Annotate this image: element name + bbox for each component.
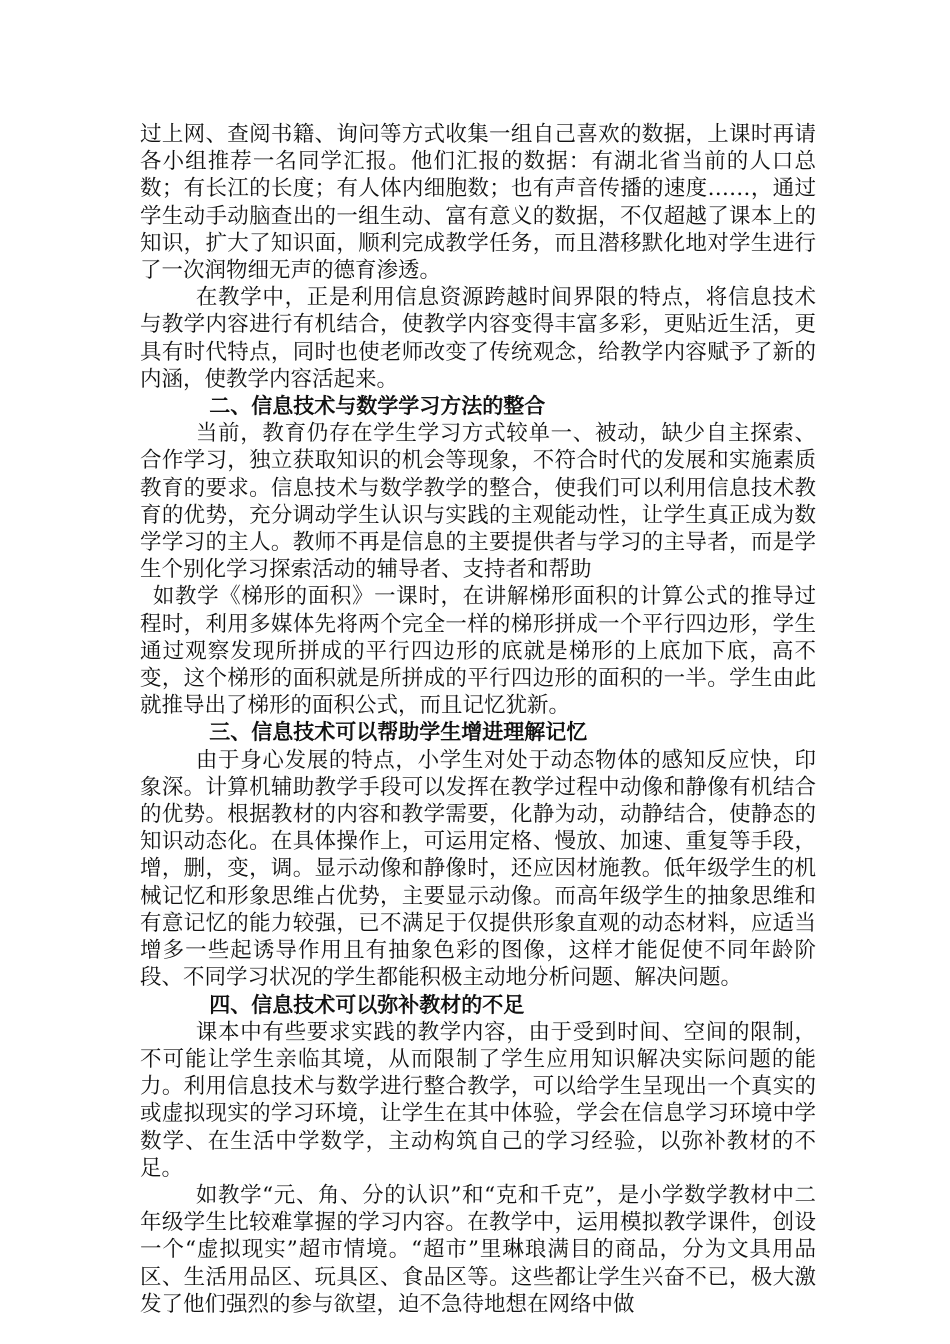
- document-body: [140, 121, 816, 1318]
- paragraph-information-resources: 在教学中，正是利用信息资源跨越时间界限的特点，将信息技术与教学内容进行有机结合，使教学内容变得丰富多彩，更贴近生活，更具有时代特点，同时也使老师改变了传统观念，给教学内容赋予了新的内涵，使教学内容活起来。: [140, 285, 816, 392]
- paragraph-data-collection: 过上网、查阅书籍、询问等方式收集一组自己喜欢的数据，上课时再请各小组推荐一名同学汇报。他们汇报的数据：有湖北省当前的人口总数；有长江的长度；有人体内细胞数；也有声音传播的速度……，通过学生动手动脑查出的一组生动、富有意义的数据，不仅超越了课本上的知识，扩大了知识面，顺利完成教学任务，而且潜移默化地对学生进行了一次润物细无声的德育渗透。: [140, 122, 816, 284]
- paragraph-memory: 由于身心发展的特点，小学生对处于动态物体的感知反应快，印象深。计算机辅助教学手段可以发挥在教学过程中动像和静像有机结合的优势。根据教材的内容和教学需要，化静为动，动静结合，使静态的知识动态化。在具体操作上，可运用定格、慢放、加速、重复等手段，增，删，变，调。显示动像和静像时，还应因材施教。低年级学生的机械记忆和形象思维占优势，主要显示动像。而高年级学生的抽象思维和有意记忆的能力较强，已不满足于仅提供形象直观的动态材料，应适当增多一些起诱导作用且有抽象色彩的图像，这样才能促使不同年龄阶段、不同学习状况的学生都能积极主动地分析问题、解决问题。: [140, 747, 816, 991]
- paragraph-learning-methods: 当前，教育仍存在学生学习方式较单一、被动，缺少自主探索、合作学习，独立获取知识的机会等现象，不符合时代的发展和实施素质教育的要求。信息技术与数学教学的整合，使我们可以利用信息技术教育的优势，充分调动学生认识与实践的主观能动性，让学生真正成为数学学习的主人。教师不再是信息的主要提供者与学习的主导者，而是学生个别化学习探索活动的辅导者、支持者和帮助: [140, 421, 816, 583]
- section-heading-2: 二、信息技术与数学学习方法的整合: [209, 394, 546, 419]
- paragraph-trapezoid-example: 如教学《梯形的面积》一课时，在讲解梯形面积的计算公式的推导过程时，利用多媒体先将两个完全一样的梯形拼成一个平行四边形，学生通过观察发现所拼成的平行四边形的底就是梯形的上底加下底，高不变，这个梯形的面积就是所拼成的平行四边形的面积的一半。学生由此就推导出了梯形的面积公式，而且记忆犹新。: [140, 584, 816, 719]
- paragraph-textbook-limits: 课本中有些要求实践的教学内容，由于受到时间、空间的限制，不可能让学生亲临其境，从而限制了学生应用知识解决实际问题的能力。利用信息技术与数学进行整合教学，可以给学生呈现出一个真实的或虚拟现实的学习环境，让学生在其中体验，学会在信息学习环境中学数学、在生活中学数学，主动构筑自己的学习经验，以弥补教材的不足。: [140, 1019, 816, 1181]
- section-heading-4: 四、信息技术可以弥补教材的不足: [209, 992, 525, 1017]
- paragraph-supermarket-example: 如教学“元、角、分的认识”和“克和千克”，是小学数学教材中二年级学生比较难掌握的学习内容。在教学中，运用模拟教学课件，创设一个“虚拟现实”超市情境。“超市”里琳琅满目的商品，分为文具用品区、生活用品区、玩具区、食品区等。这些都让学生兴奋不已，极大激发了他们强烈的参与欲望，迫不急待地想在网络中做: [140, 1182, 816, 1317]
- section-heading-3: 三、信息技术可以帮助学生增进理解记忆: [209, 720, 588, 745]
